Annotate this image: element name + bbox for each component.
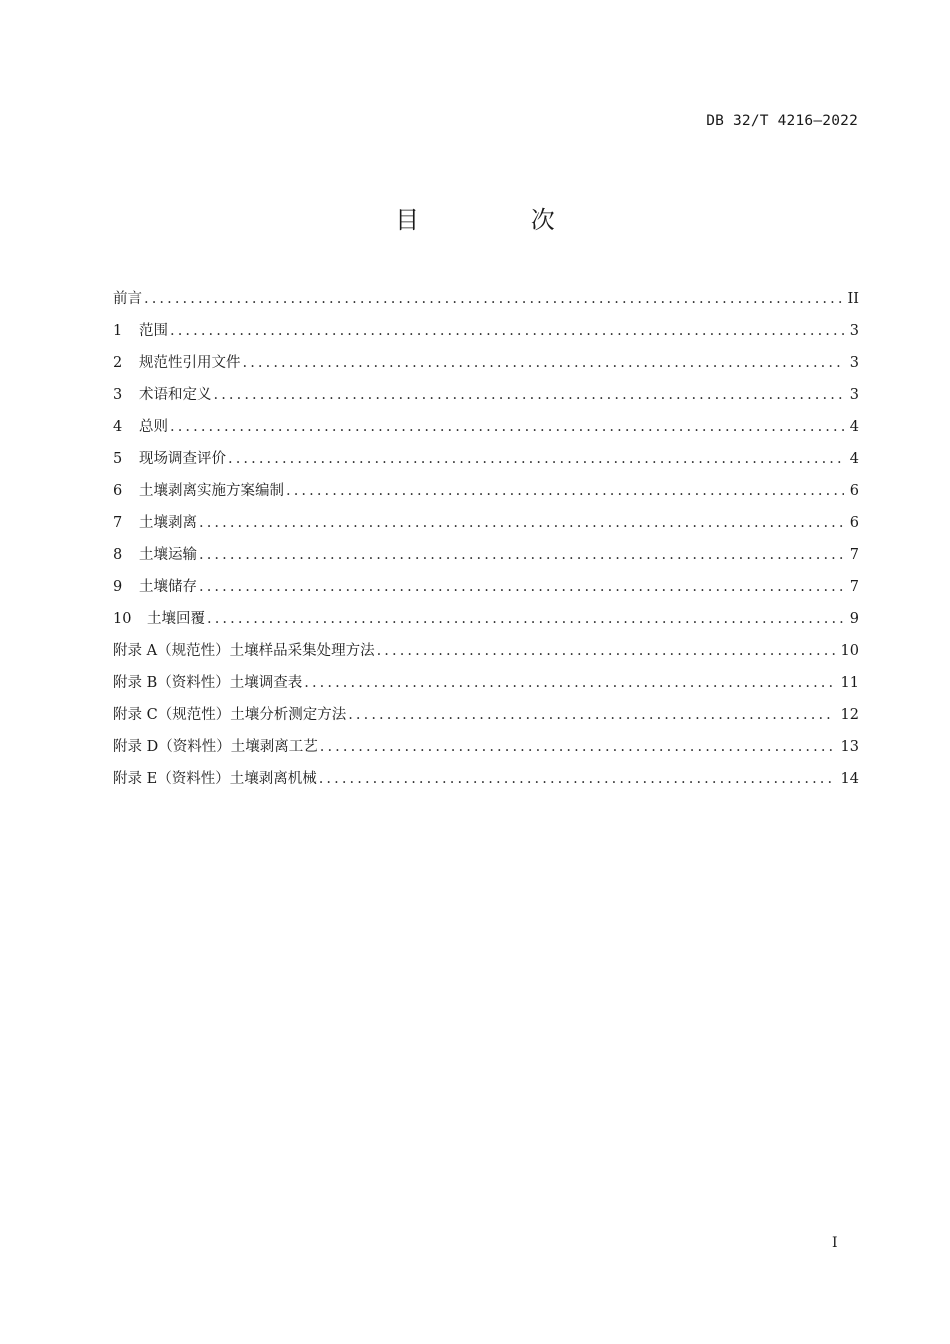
- toc-leader-dots: [199, 510, 844, 536]
- toc-entry-page: 3: [849, 355, 859, 371]
- toc-annex-e[interactable]: [113, 766, 859, 798]
- toc-entry-page: 13: [840, 739, 859, 755]
- toc-leader-dots: [228, 446, 844, 472]
- toc-entry-foreword[interactable]: [113, 286, 859, 318]
- toc-annex-c[interactable]: [113, 702, 859, 734]
- toc-entry-number: 5: [113, 451, 123, 467]
- footer-page-number: I: [832, 1235, 838, 1251]
- toc-entry-number: 6: [113, 483, 123, 499]
- toc-entry-6[interactable]: [113, 478, 859, 510]
- toc-entry-label: 总则: [139, 419, 168, 435]
- toc-annex-a[interactable]: [113, 638, 859, 670]
- toc-entry-label: 土壤储存: [139, 579, 197, 595]
- toc-entry-page: 6: [849, 483, 859, 499]
- toc-annex-prefix: 附录 D（资料性）: [113, 739, 231, 755]
- toc-annex-d[interactable]: [113, 734, 859, 766]
- toc-entry-page: 14: [840, 771, 859, 787]
- toc-entry-4[interactable]: [113, 414, 859, 446]
- toc-leader-dots: [170, 318, 844, 344]
- toc-entry-2[interactable]: [113, 350, 859, 382]
- toc-entry-5[interactable]: [113, 446, 859, 478]
- toc-annex-prefix: 附录 C（规范性）: [113, 707, 231, 723]
- toc-leader-dots: [199, 542, 844, 568]
- toc-entry-label: 前言: [113, 291, 142, 307]
- toc-entry-page: 4: [849, 419, 859, 435]
- toc-leader-dots: [286, 478, 844, 504]
- toc-entry-label: 规范性引用文件: [139, 355, 241, 371]
- toc-entry-number: 4: [113, 419, 123, 435]
- toc-leader-dots: [377, 638, 835, 664]
- toc-leader-dots: [214, 382, 844, 408]
- toc-entry-page: 3: [849, 387, 859, 403]
- toc-entry-number: 7: [113, 515, 123, 531]
- toc-leader-dots: [207, 606, 844, 632]
- toc-entry-number: 8: [113, 547, 123, 563]
- toc-entry-label: 现场调查评价: [139, 451, 226, 467]
- toc-entry-3[interactable]: [113, 382, 859, 414]
- toc-entry-page: 7: [849, 579, 859, 595]
- toc-leader-dots: [243, 350, 844, 376]
- toc-entry-number: 1: [113, 323, 123, 339]
- toc-annex-b[interactable]: [113, 670, 859, 702]
- toc-entry-9[interactable]: [113, 574, 859, 606]
- toc-entry-page: II: [847, 291, 859, 307]
- toc-entry-page: 12: [840, 707, 859, 723]
- toc-leader-dots: [144, 286, 842, 312]
- toc-leader-dots: [320, 734, 835, 760]
- toc-entry-label: 土壤调查表: [229, 675, 303, 691]
- toc-entry-number: 9: [113, 579, 123, 595]
- toc-entry-number: 10: [113, 611, 132, 627]
- toc-leader-dots: [319, 766, 835, 792]
- standard-code: DB 32/T 4216—2022: [706, 113, 858, 129]
- table-of-contents: [113, 286, 859, 798]
- toc-entry-label: 土壤剥离工艺: [230, 739, 318, 755]
- toc-entry-page: 9: [849, 611, 859, 627]
- toc-entry-8[interactable]: [113, 542, 859, 574]
- toc-entry-label: 土壤分析测定方法: [230, 707, 347, 723]
- toc-leader-dots: [304, 670, 834, 696]
- toc-entry-page: 7: [849, 547, 859, 563]
- toc-annex-prefix: 附录 B（资料性）: [113, 675, 230, 691]
- toc-entry-label: 土壤回覆: [147, 611, 205, 627]
- toc-entry-1[interactable]: [113, 318, 859, 350]
- toc-entry-label: 术语和定义: [139, 387, 212, 403]
- toc-entry-label: 土壤样品采集处理方法: [229, 643, 375, 659]
- toc-leader-dots: [348, 702, 834, 728]
- toc-entry-7[interactable]: [113, 510, 859, 542]
- toc-entry-number: 3: [113, 387, 123, 403]
- toc-entry-number: 2: [113, 355, 123, 371]
- toc-entry-page: 6: [849, 515, 859, 531]
- toc-entry-page: 11: [840, 675, 859, 691]
- toc-entry-page: 10: [840, 643, 859, 659]
- toc-entry-10[interactable]: [113, 606, 859, 638]
- toc-annex-prefix: 附录 E（资料性）: [113, 771, 230, 787]
- toc-title: 目 次: [395, 206, 607, 234]
- toc-entry-label: 土壤剥离: [139, 515, 197, 531]
- toc-annex-prefix: 附录 A（规范性）: [113, 643, 230, 659]
- toc-entry-label: 土壤剥离机械: [229, 771, 317, 787]
- toc-leader-dots: [170, 414, 844, 440]
- toc-entry-label: 土壤运输: [139, 547, 197, 563]
- toc-entry-label: 范围: [139, 323, 168, 339]
- toc-entry-label: 土壤剥离实施方案编制: [139, 483, 284, 499]
- toc-entry-page: 3: [849, 323, 859, 339]
- toc-entry-page: 4: [849, 451, 859, 467]
- toc-leader-dots: [199, 574, 844, 600]
